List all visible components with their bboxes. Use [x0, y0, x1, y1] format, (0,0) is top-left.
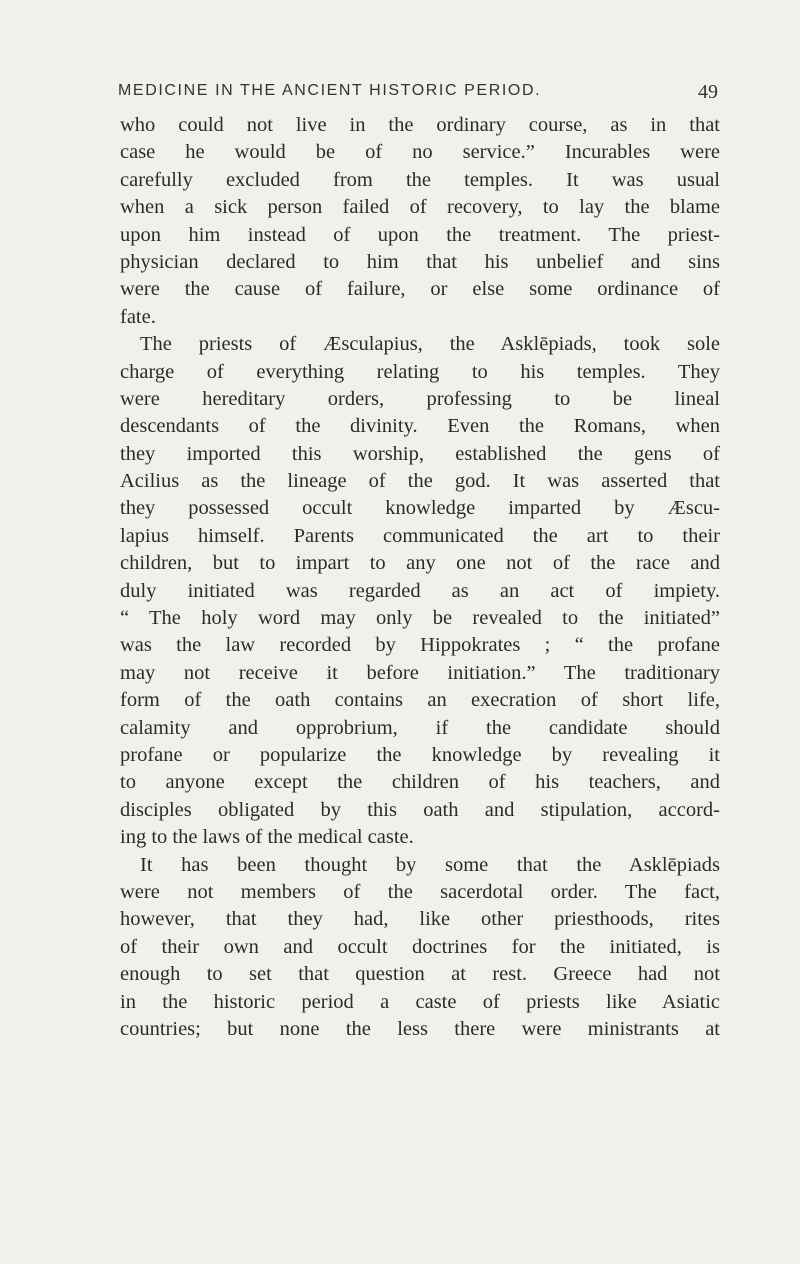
text-line: were the cause of failure, or else some ordinance of [120, 278, 720, 301]
text-line: may not receive it before initiation.” The traditionary [120, 661, 720, 684]
text-line: profane or popularize the knowledge by revealing it [120, 743, 720, 766]
text-line: duly initiated was regarded as an act of impiety. [120, 579, 720, 602]
text-line: upon him instead of upon the treatment. The priest- [120, 223, 720, 246]
text-line: descendants of the divinity. Even the Romans, when [120, 415, 720, 438]
text-line: who could not live in the ordinary course, as in that [120, 114, 720, 136]
text-line: children, but to impart to any one not of the race and [120, 552, 720, 575]
page-number: 49 [698, 81, 718, 103]
text-line: charge of everything relating to his temples. They [120, 360, 720, 383]
text-line: was the law recorded by Hippokrates ; “ the profane [120, 634, 720, 657]
text-line: physician declared to him that his unbelief and sins [120, 250, 720, 273]
text-line: ing to the laws of the medical caste. [120, 826, 414, 849]
text-line: they possessed occult knowledge imparted by Æscu- [120, 497, 720, 520]
text-line: carefully excluded from the temples. It was usual [120, 168, 720, 191]
text-line: they imported this worship, established the gens of [120, 442, 720, 465]
text-line: fate. [120, 305, 156, 328]
text-line: “ The holy word may only be revealed to the initiated” [120, 607, 720, 630]
body-text [120, 112, 720, 1043]
text-line: lapius himself. Parents communicated the art to their [120, 524, 720, 547]
text-line: countries; but none the less there were ministrants at [120, 1017, 720, 1040]
text-line: disciples obligated by this oath and stipulation, accord- [120, 798, 720, 821]
text-line: in the historic period a caste of priests like Asiatic [120, 990, 720, 1013]
text-line: enough to set that question at rest. Greece had not [120, 963, 720, 986]
text-line: case he would be of no service.” Incurables were [120, 141, 720, 164]
paragraph-start-line: The priests of Æsculapius, the Asklēpiads, took sole [140, 333, 720, 356]
text-line: were hereditary orders, professing to be lineal [120, 387, 720, 410]
text-line: form of the oath contains an execration of short life, [120, 689, 720, 712]
paragraph-start-line: It has been thought by some that the Asklēpiads [140, 853, 720, 876]
text-line: Acilius as the lineage of the god. It was asserted that [120, 470, 720, 493]
text-line: calamity and opprobrium, if the candidate should [120, 716, 720, 739]
text-line: to anyone except the children of his teachers, and [120, 771, 720, 794]
text-line: were not members of the sacerdotal order. The fact, [120, 880, 720, 903]
text-line: when a sick person failed of recovery, to lay the blame [120, 196, 720, 219]
text-line: however, that they had, like other priesthoods, rites [120, 908, 720, 931]
text-line: of their own and occult doctrines for the initiated, is [120, 935, 720, 958]
page-header [118, 82, 718, 106]
running-head: MEDICINE IN THE ANCIENT HISTORIC PERIOD. [118, 82, 542, 99]
